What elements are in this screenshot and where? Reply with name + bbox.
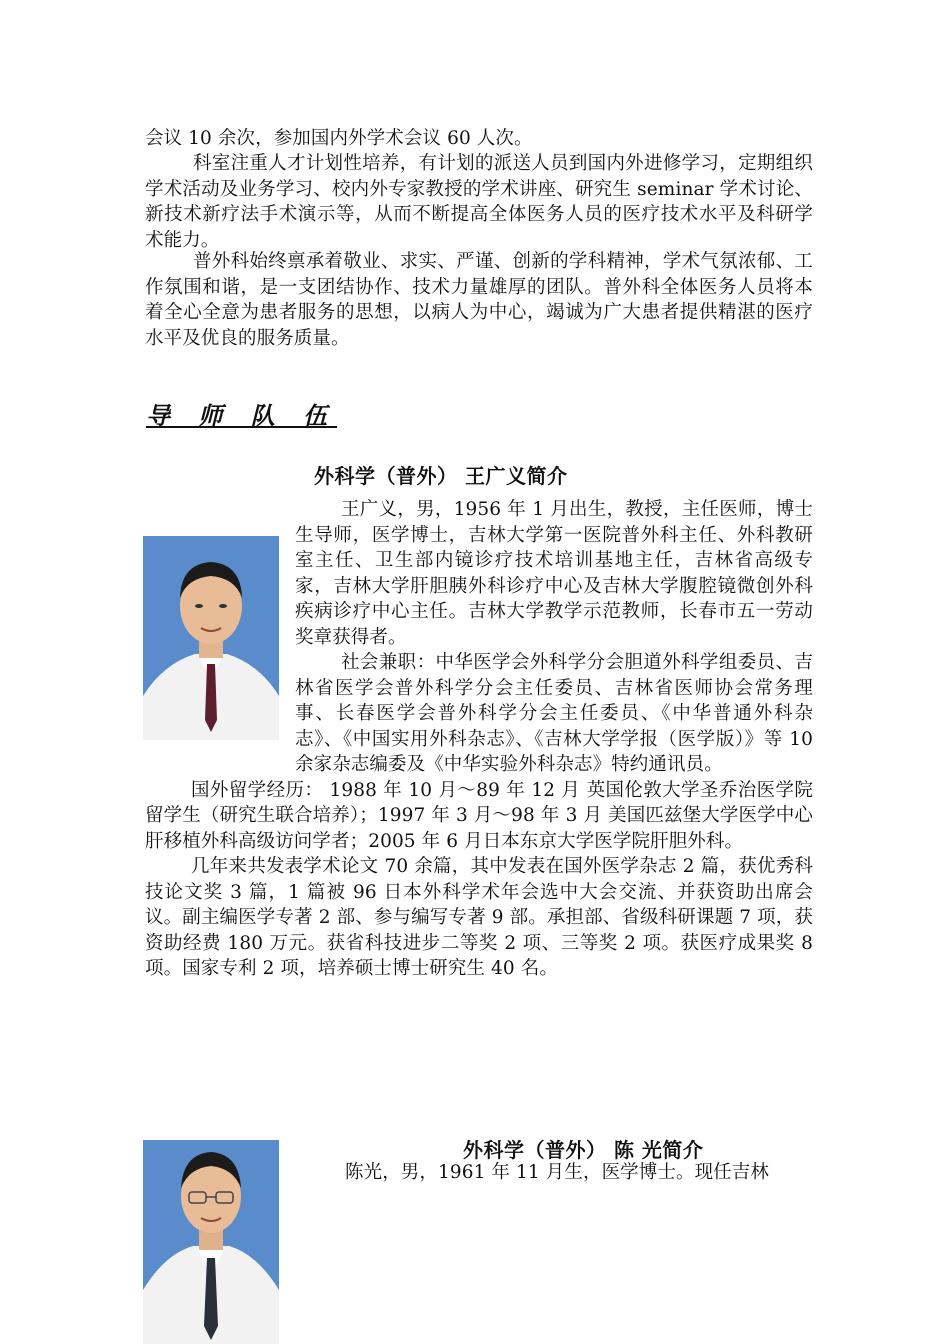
portrait-2-figure bbox=[143, 1140, 279, 1344]
portrait-1-figure bbox=[143, 536, 279, 740]
intro-paragraph-2: 科室注重人才计划性培养，有计划的派送人员到国内外进修学习，定期组织学术活动及业务学习、校内外专家教授的学术讲座、研究生 seminar 学术讨论、新技术新疗法手术演示等，从而不断提高全体医务人员的医疗技术水平及科研学术能力。 bbox=[145, 153, 813, 251]
profile-1-paragraph-1: 王广义，男，1956 年 1 月出生，教授，主任医师，博士生导师，医学博士，吉林大学第一医院普外科主任、外科教研室主任、卫生部内镜诊疗技术培训基地主任，吉林省高级专家，吉林大学肝胆胰外科诊疗中心及吉林大学腹腔镜微创外科疾病诊疗中心主任。吉林大学教学示范教师，长春市五一劳动奖章获得者。 bbox=[295, 499, 813, 648]
intro-paragraph-1: 会议 10 余次，参加国内外学术会议 60 人次。 bbox=[145, 128, 533, 149]
profile-2-title: 外科学（普外） 陈 光简介 bbox=[463, 1138, 704, 1162]
profile-1-paragraph-3: 国外留学经历： 1988 年 10 月～89 年 12 月 英国伦敦大学圣乔治医学院 留学生（研究生联合培养）；1997 年 3 月～98 年 3 月 美国匹兹堡大学医学中心肝移植外科高级访问学者；2005 年 6 月日本东京大学医学院肝胆外科。 bbox=[145, 779, 813, 852]
portrait-photo-2 bbox=[143, 1140, 279, 1344]
intro-paragraph-3: 普外科始终禀承着敬业、求实、严谨、创新的学科精神，学术气氛浓郁、工作氛围和谐，是一支团结协作、技术力量雄厚的团队。普外科全体医务人员将本着全心全意为患者服务的思想，以病人为中心，竭诚为广大患者提供精湛的医疗水平及优良的服务质量。 bbox=[145, 251, 813, 349]
portrait-photo-1 bbox=[143, 536, 279, 740]
section-heading: 导 师 队 伍 bbox=[146, 402, 338, 430]
profile-1-paragraph-2: 社会兼职：中华医学会外科学分会胆道外科学组委员、吉林省医学会普外科学分会主任委员、吉林省医师协会常务理事、长春医学会普外科学分会主任委员、《中华普通外科杂志》、《中国实用外科杂志》、《吉林大学学报（医学版）》等 10 余家杂志编委及《中华实验外科杂志》特约通讯员。 bbox=[295, 652, 813, 775]
profile-1-paragraph-4: 几年来共发表学术论文 70 余篇，其中发表在国外医学杂志 2 篇，获优秀科技论文奖 3 篇，1 篇被 96 日本外科学术年会选中大会交流、并获资助出席会议。副主编医学专著 2 部、参与编写专著 9 部。承担部、省级科研课题 7 项，获资助经费 180 万元。获省科技进步二等奖 2 项、三等奖 2 项。获医疗成果奖 8 项。国家专利 2 项，培养硕士博士研究生 40 名。 bbox=[145, 856, 813, 979]
profile-1-title: 外科学（普外） 王广义简介 bbox=[314, 464, 568, 488]
profile-2-paragraph-1: 陈光，男，1961 年 11 月生，医学博士。现任吉林 bbox=[345, 1162, 769, 1183]
